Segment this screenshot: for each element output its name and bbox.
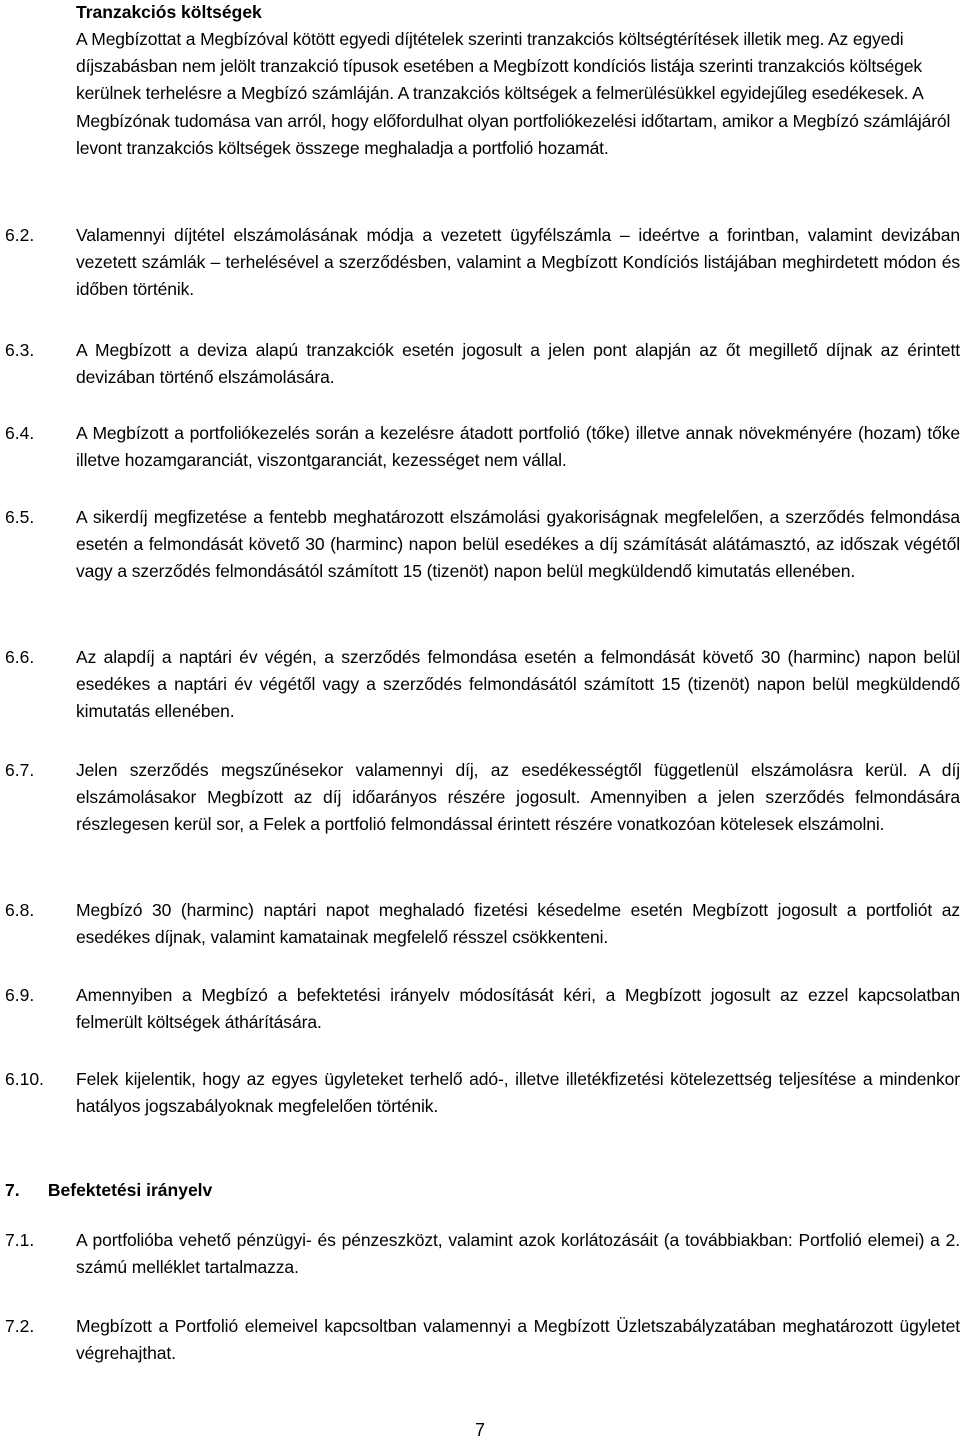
clause-text: Az alapdíj a naptári év végén, a szerződés felmondása esetén a felmondását követő 30 (harminc) napon belül esedékes a naptári év végétől vagy a szerződés felmondásától számított 15 (tizenöt) napon belül megküldendő kimutatás ellenében. xyxy=(76,647,960,722)
page-number: 7 xyxy=(474,1420,485,1440)
clause-6-6 xyxy=(5,644,960,726)
clause-6-5 xyxy=(5,504,960,586)
clause-number: 6.5. xyxy=(5,507,35,527)
clause-7-1 xyxy=(5,1227,960,1281)
clause-6-7 xyxy=(5,757,960,839)
clause-text: Felek kijelentik, hogy az egyes ügyleteket terhelő adó-, illetve illetékfizetési kötelezettség teljesítése a mindenkor hatályos jogszabályoknak megfelelően történik. xyxy=(76,1069,960,1117)
clause-text: A Megbízott a portfoliókezelés során a kezelésre átadott portfolió (tőke) illetve annak növekményére (hozam) tőke illetve hozamgaranciát, viszontgaranciát, kezességet nem vállal. xyxy=(76,423,960,471)
clause-text: Megbízott a Portfolió elemeivel kapcsoltban valamennyi a Megbízott Üzletszabályzatában meghatározott ügyletet végrehajthat. xyxy=(76,1316,960,1364)
subsection-heading: Tranzakciós költségek xyxy=(76,2,262,22)
clause-number: 6.7. xyxy=(5,760,35,780)
clause-text: A sikerdíj megfizetése a fentebb meghatározott elszámolási gyakoriságnak megfelelően, a szerződés felmondása esetén a felmondását követő 30 (harminc) napon belül esedékes a díj számítását alátámasztó, az időszak végétől vagy a szerződés felmondásától számított 15 (tizenöt) napon belül megküldendő kimutatás ellenében. xyxy=(76,507,960,582)
clause-text: Valamennyi díjtétel elszámolásának módja a vezetett ügyfélszámla – ideértve a forintban, valamint devizában vezetett számlák – terhelésével a szerződésben, valamint a Megbízott Kondíciós listájában meghirdetett módon és időben történik. xyxy=(76,225,960,300)
clause-text: Megbízó 30 (harminc) naptári napot meghaladó fizetési késedelme esetén Megbízott jogosult a portfoliót az esedékes díjnak, valamint kamatainak megfelelő résszel csökkenteni. xyxy=(76,900,960,948)
clause-6-2 xyxy=(5,222,960,304)
clause-number: 6.9. xyxy=(5,985,35,1005)
clause-number: 6.6. xyxy=(5,647,35,667)
clause-6-9 xyxy=(5,982,960,1036)
clause-6-4 xyxy=(5,420,960,474)
clause-7-2 xyxy=(5,1313,960,1367)
clause-number: 6.10. xyxy=(5,1069,44,1089)
intro-paragraph: A Megbízottat a Megbízóval kötött egyedi díjtételek szerinti tranzakciós költségtérítések illetik meg. Az egyedi díjszabásban nem jelölt tranzakció típusok esetében a Megbízott kondíciós listája szerinti tranzakciós költségek kerülnek terhelésre a Megbízó számláján. A tranzakciós költségek a felmerülésükkel egyidejűleg esedékesek. A Megbízónak tudomása van arról, hogy előfordulhat olyan portfoliókezelési időtartam, amikor a Megbízó számlájáról levont tranzakciós költségek összege meghaladja a portfolió hozamát. xyxy=(76,29,951,158)
chapter-heading xyxy=(5,1177,212,1204)
chapter-title: Befektetési irányelv xyxy=(47,1180,213,1200)
clause-6-3 xyxy=(5,337,960,391)
clause-6-10 xyxy=(5,1066,960,1120)
clause-text: Jelen szerződés megszűnésekor valamennyi díj, az esedékességtől függetlenül elszámolásra kerül. A díj elszámolásakor Megbízott az díj időarányos részére jogosult. Amennyiben a jelen szerződés felmondására részlegesen kerül sor, a Felek a portfolió felmondással érintett részére vonatkozóan kötelesek elszámolni. xyxy=(76,760,960,835)
clause-number: 6.3. xyxy=(5,340,35,360)
clause-6-8 xyxy=(5,897,960,951)
clause-text: Amennyiben a Megbízó a befektetési irányelv módosítását kéri, a Megbízott jogosult az ezzel kapcsolatban felmerült költségek áthárítására. xyxy=(76,985,960,1033)
clause-number: 7.2. xyxy=(5,1316,35,1336)
clause-text: A portfolióba vehető pénzügyi- és pénzeszközt, valamint azok korlátozásáit (a továbbiakban: Portfolió elemei) a 2. számú melléklet tartalmazza. xyxy=(76,1230,960,1278)
chapter-number: 7. xyxy=(5,1180,20,1200)
clause-number: 7.1. xyxy=(5,1230,35,1250)
clause-number: 6.8. xyxy=(5,900,35,920)
clause-text: A Megbízott a deviza alapú tranzakciók esetén jogosult a jelen pont alapján az őt megillető díjnak az érintett devizában történő elszámolására. xyxy=(76,340,960,388)
clause-number: 6.4. xyxy=(5,423,35,443)
transaction-costs-block xyxy=(76,0,956,162)
clause-number: 6.2. xyxy=(5,225,35,245)
